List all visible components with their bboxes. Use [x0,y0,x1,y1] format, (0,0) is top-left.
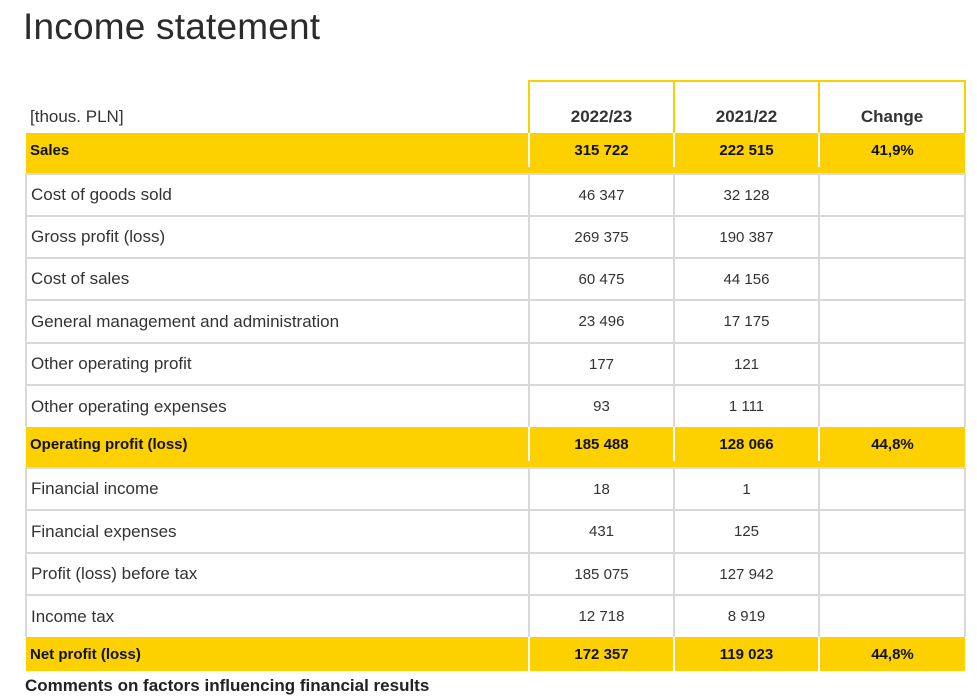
row-label: Operating profit (loss) [26,427,529,461]
unit-label: [thous. PLN] [30,107,124,126]
spacer-cell [819,167,965,174]
column-header-change: Change [819,81,965,133]
value-2022-23: 185 075 [529,553,674,595]
spacer-cell [26,167,529,174]
value-change [819,468,965,510]
value-2021-22: 125 [674,510,819,553]
income-statement-table [25,80,966,671]
value-2022-23: 172 357 [529,637,674,671]
value-2022-23: 12 718 [529,595,674,637]
value-2022-23: 23 496 [529,300,674,343]
table-row-total [26,133,965,167]
value-change: 41,9% [819,133,965,167]
table-row [26,300,965,343]
value-2022-23: 177 [529,343,674,385]
spacer-cell [819,461,965,468]
value-2022-23: 185 488 [529,427,674,461]
value-2021-22: 119 023 [674,637,819,671]
table-row [26,258,965,300]
row-label: Financial income [26,468,529,510]
section-heading-cut-off: Comments on factors influencing financial results [25,676,430,695]
value-change [819,595,965,637]
table-row-total [26,637,965,671]
row-spacer [26,461,965,468]
value-change [819,258,965,300]
value-change [819,385,965,427]
table-row [26,174,965,216]
spacer-cell [529,167,674,174]
column-header-2022-23: 2022/23 [529,81,674,133]
table-row [26,343,965,385]
row-spacer [26,167,965,174]
row-label: Financial expenses [26,510,529,553]
row-label: Net profit (loss) [26,637,529,671]
value-2021-22: 8 919 [674,595,819,637]
table-row-total [26,427,965,461]
spacer-cell [26,461,529,468]
value-2022-23: 315 722 [529,133,674,167]
row-label: Cost of sales [26,258,529,300]
value-change [819,174,965,216]
value-change [819,216,965,258]
spacer-cell [529,461,674,468]
value-2022-23: 60 475 [529,258,674,300]
value-2021-22: 222 515 [674,133,819,167]
value-2021-22: 190 387 [674,216,819,258]
value-2022-23: 93 [529,385,674,427]
value-2022-23: 18 [529,468,674,510]
table-row [26,553,965,595]
value-2021-22: 1 [674,468,819,510]
value-2022-23: 269 375 [529,216,674,258]
value-2021-22: 44 156 [674,258,819,300]
value-change [819,510,965,553]
table-row [26,468,965,510]
table-row [26,595,965,637]
value-2022-23: 431 [529,510,674,553]
spacer-cell [674,167,819,174]
value-2022-23: 46 347 [529,174,674,216]
row-label: Income tax [26,595,529,637]
value-2021-22: 32 128 [674,174,819,216]
value-2021-22: 121 [674,343,819,385]
value-2021-22: 128 066 [674,427,819,461]
value-change [819,553,965,595]
row-label: General management and administration [26,300,529,343]
row-label: Sales [26,133,529,167]
column-header-2021-22: 2021/22 [674,81,819,133]
row-label: Other operating profit [26,343,529,385]
value-change [819,343,965,385]
value-change [819,300,965,343]
value-change: 44,8% [819,427,965,461]
table-row [26,216,965,258]
row-label: Gross profit (loss) [26,216,529,258]
row-label: Profit (loss) before tax [26,553,529,595]
page-title: Income statement [23,6,321,47]
row-label: Other operating expenses [26,385,529,427]
row-label: Cost of goods sold [26,174,529,216]
value-2021-22: 1 111 [674,385,819,427]
spacer-cell [674,461,819,468]
value-change: 44,8% [819,637,965,671]
table-row [26,385,965,427]
table-header-row [26,81,965,133]
value-2021-22: 17 175 [674,300,819,343]
value-2021-22: 127 942 [674,553,819,595]
table-row [26,510,965,553]
